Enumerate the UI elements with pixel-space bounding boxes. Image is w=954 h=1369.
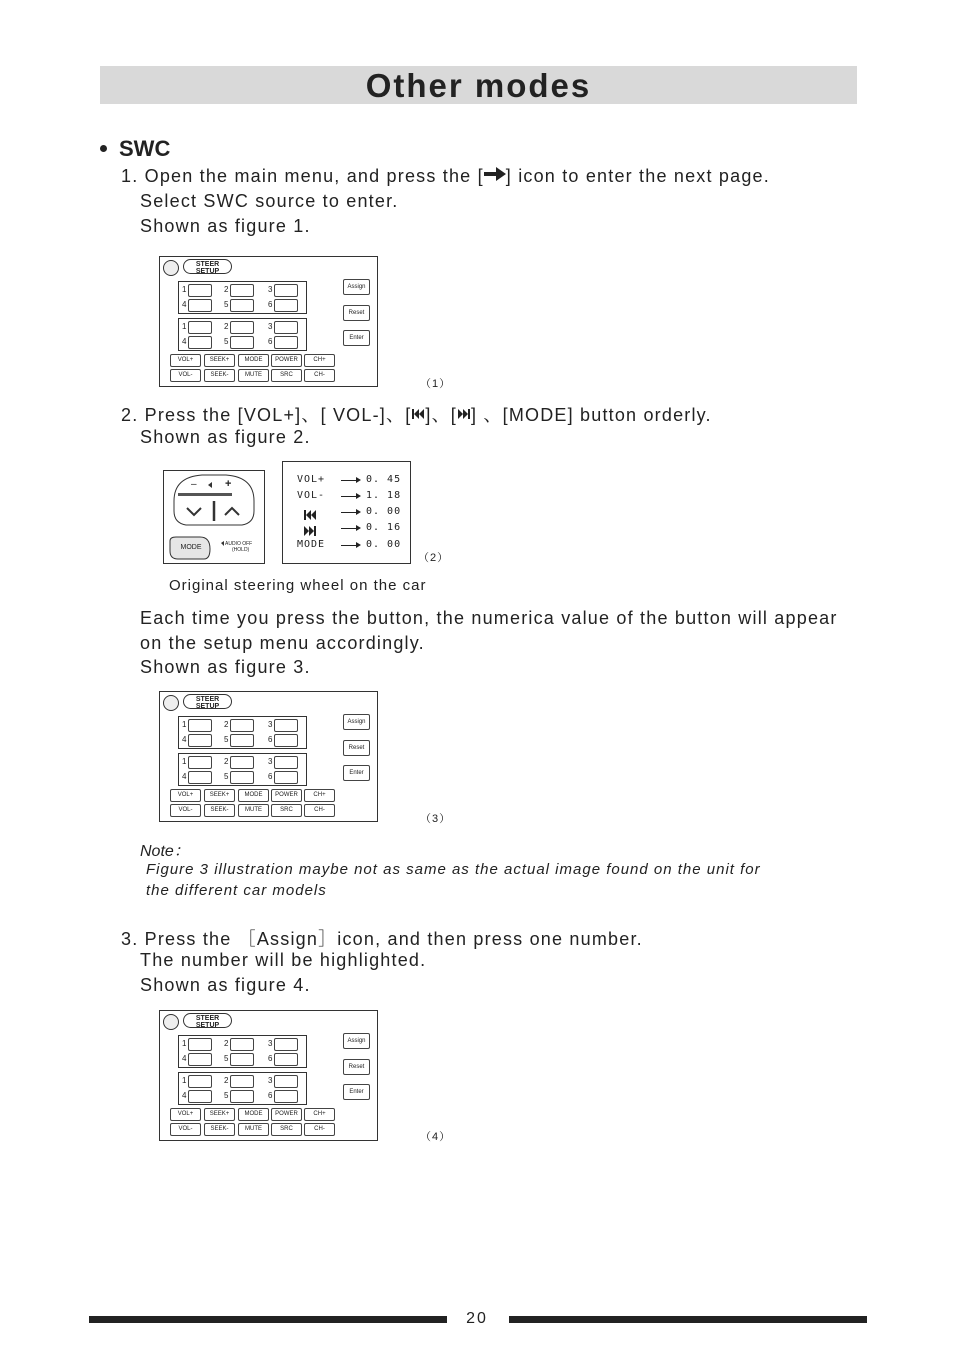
number-slot[interactable]: [230, 299, 254, 312]
value-row-label: VOL-: [297, 490, 326, 501]
key-button[interactable]: VOL+: [170, 354, 201, 367]
number-slot[interactable]: [274, 719, 298, 732]
step2-line2: Shown as figure 2.: [140, 427, 311, 447]
number-label: 2: [224, 322, 229, 331]
number-label: 1: [182, 757, 187, 766]
number-label: 1: [182, 322, 187, 331]
key-button[interactable]: SEEK-: [204, 804, 235, 817]
number-label: 2: [224, 285, 229, 294]
number-slot[interactable]: [274, 299, 298, 312]
key-button[interactable]: MUTE: [238, 804, 269, 817]
number-slot[interactable]: [188, 284, 212, 297]
number-label: 3: [268, 322, 273, 331]
car-logo-icon: [163, 1014, 179, 1030]
para-line2: on the setup menu accordingly.: [140, 633, 425, 653]
number-label: 1: [182, 285, 187, 294]
key-button[interactable]: CH-: [304, 369, 335, 382]
number-slot[interactable]: [188, 1053, 212, 1066]
number-slot[interactable]: [230, 734, 254, 747]
number-label: 5: [224, 735, 229, 744]
number-label: 5: [224, 1091, 229, 1100]
number-label: 6: [268, 1091, 273, 1100]
number-slot[interactable]: [188, 771, 212, 784]
number-label: 3: [268, 1039, 273, 1048]
number-label: 3: [268, 285, 273, 294]
number-grid: [178, 318, 307, 351]
number-slot[interactable]: [274, 336, 298, 349]
number-grid: [178, 716, 307, 749]
number-slot[interactable]: [230, 1053, 254, 1066]
number-slot[interactable]: [230, 321, 254, 334]
step1-line2: Select SWC source to enter.: [140, 191, 399, 211]
steer-setup-tab: [183, 259, 232, 274]
key-button[interactable]: VOL-: [170, 369, 201, 382]
wheel-audio-off: AUDIO OFF: [225, 541, 253, 547]
bullet-icon: [100, 145, 107, 152]
arrow-icon: [341, 528, 357, 529]
number-grid: [178, 281, 307, 314]
number-slot[interactable]: [188, 1038, 212, 1051]
step3-line2: The number will be highlighted.: [140, 950, 427, 970]
number-slot[interactable]: [274, 771, 298, 784]
arrow-icon: [341, 512, 357, 513]
number-slot[interactable]: [274, 1053, 298, 1066]
number-slot[interactable]: [230, 756, 254, 769]
number-slot[interactable]: [230, 1090, 254, 1103]
number-label: 1: [182, 720, 187, 729]
number-grid: [178, 1035, 307, 1068]
wheel-hold: (HOLD): [232, 547, 250, 553]
side-button[interactable]: Enter: [343, 330, 370, 346]
key-button[interactable]: MUTE: [238, 369, 269, 382]
number-slot[interactable]: [230, 771, 254, 784]
number-grid: [178, 1072, 307, 1105]
value-row-value: 1. 18: [366, 490, 402, 501]
steer-setup-tab: [183, 1013, 232, 1028]
number-label: 6: [268, 1054, 273, 1063]
key-button[interactable]: VOL+: [170, 789, 201, 802]
tab-line: SETUP: [195, 1022, 220, 1029]
number-label: 5: [224, 337, 229, 346]
step1-line1: 1. Open the main menu, and press the [ ] icon to enter the next page.: [121, 166, 770, 186]
key-button[interactable]: POWER: [271, 1108, 302, 1121]
number-label: 6: [268, 772, 273, 781]
page-number: 20: [466, 1310, 488, 1327]
number-slot[interactable]: [230, 719, 254, 732]
setup-screen-figure-3: [159, 691, 378, 822]
number-label: 5: [224, 772, 229, 781]
number-slot[interactable]: [188, 336, 212, 349]
number-label: 4: [182, 772, 187, 781]
number-label: 6: [268, 735, 273, 744]
key-button[interactable]: CH-: [304, 1123, 335, 1136]
footer-bar-right: [509, 1316, 867, 1323]
key-button[interactable]: SEEK+: [204, 1108, 235, 1121]
value-row-value: 0. 45: [366, 474, 402, 485]
para-line3: Shown as figure 3.: [140, 657, 311, 677]
wheel-caption: Original steering wheel on the car: [169, 577, 427, 594]
number-slot[interactable]: [274, 734, 298, 747]
side-button[interactable]: Reset: [343, 305, 370, 321]
tab-line: STEER: [195, 696, 220, 703]
number-grid: [178, 753, 307, 786]
number-slot[interactable]: [274, 1075, 298, 1088]
number-slot[interactable]: [230, 336, 254, 349]
number-label: 3: [268, 757, 273, 766]
key-button[interactable]: VOL+: [170, 1108, 201, 1121]
section-heading: [100, 136, 170, 162]
number-slot[interactable]: [230, 1038, 254, 1051]
number-label: 2: [224, 1076, 229, 1085]
page-title: Other modes: [365, 67, 592, 104]
car-logo-icon: [163, 260, 179, 276]
key-button[interactable]: SEEK-: [204, 369, 235, 382]
key-button[interactable]: SEEK+: [204, 789, 235, 802]
number-slot[interactable]: [188, 1075, 212, 1088]
side-button[interactable]: Assign: [343, 279, 370, 295]
key-button[interactable]: SRC: [271, 1123, 302, 1136]
key-button[interactable]: SRC: [271, 369, 302, 382]
key-button[interactable]: VOL-: [170, 804, 201, 817]
number-slot[interactable]: [274, 321, 298, 334]
number-label: 2: [224, 720, 229, 729]
para-line1: Each time you press the button, the numerica value of the button will appear: [140, 608, 838, 628]
side-button[interactable]: Assign: [343, 1033, 370, 1049]
side-button[interactable]: Enter: [343, 765, 370, 781]
number-slot[interactable]: [274, 1090, 298, 1103]
note-label: Note：: [140, 843, 190, 860]
value-row-value: 0. 00: [366, 539, 402, 550]
button-values-figure: [282, 461, 411, 564]
note-line1: Figure 3 illustration maybe not as same as the actual image found on the unit for: [146, 861, 761, 878]
number-slot[interactable]: [188, 299, 212, 312]
key-button[interactable]: POWER: [271, 789, 302, 802]
side-button[interactable]: Reset: [343, 1059, 370, 1075]
number-slot[interactable]: [188, 756, 212, 769]
tab-line: STEER: [195, 1015, 220, 1022]
arrow-icon: [341, 496, 357, 497]
number-slot[interactable]: [188, 734, 212, 747]
number-slot[interactable]: [274, 756, 298, 769]
footer-bar-left: [89, 1316, 447, 1323]
section-title: SWC: [119, 136, 171, 161]
wheel-plus: +: [225, 478, 232, 490]
wheel-mode-button: MODE: [180, 544, 202, 551]
figure-2-label: （2）: [418, 552, 450, 564]
next-track-icon: [457, 404, 471, 425]
key-button[interactable]: MODE: [238, 789, 269, 802]
number-slot[interactable]: [188, 719, 212, 732]
number-label: 4: [182, 1054, 187, 1063]
number-slot[interactable]: [274, 1038, 298, 1051]
key-button[interactable]: VOL-: [170, 1123, 201, 1136]
key-button[interactable]: CH+: [304, 1108, 335, 1121]
number-label: 4: [182, 300, 187, 309]
arrow-icon: [341, 480, 357, 481]
right-arrow-icon: [484, 165, 506, 186]
step2-line1: 2. Press the [VOL+]、[ VOL-]、[ ]、[ ] 、[MODE] button orderly.: [121, 405, 712, 425]
steering-wheel-figure: [163, 470, 265, 564]
number-label: 2: [224, 1039, 229, 1048]
number-slot[interactable]: [274, 284, 298, 297]
number-label: 2: [224, 757, 229, 766]
figure-4-label: （4）: [420, 1131, 452, 1143]
number-label: 4: [182, 337, 187, 346]
value-row-value: 0. 00: [366, 506, 402, 517]
steer-setup-tab: [183, 694, 232, 709]
number-label: 6: [268, 337, 273, 346]
key-button[interactable]: CH+: [304, 354, 335, 367]
number-slot[interactable]: [230, 1075, 254, 1088]
key-button[interactable]: SRC: [271, 804, 302, 817]
number-label: 5: [224, 300, 229, 309]
number-slot[interactable]: [188, 1090, 212, 1103]
step3-line1: 3. Press the ［Assign］icon, and then press one number.: [121, 929, 643, 949]
key-button[interactable]: MUTE: [238, 1123, 269, 1136]
value-row-value: 0. 16: [366, 522, 402, 533]
key-button[interactable]: CH+: [304, 789, 335, 802]
number-slot[interactable]: [230, 284, 254, 297]
tab-line: SETUP: [195, 703, 220, 710]
number-label: 4: [182, 735, 187, 744]
wheel-minus: –: [191, 479, 197, 490]
side-button[interactable]: Enter: [343, 1084, 370, 1100]
tab-line: SETUP: [195, 268, 220, 275]
tab-line: STEER: [195, 261, 220, 268]
number-label: 1: [182, 1039, 187, 1048]
step3-line3: Shown as figure 4.: [140, 975, 311, 995]
number-label: 5: [224, 1054, 229, 1063]
number-label: 3: [268, 1076, 273, 1085]
arrow-icon: [341, 545, 357, 546]
side-button[interactable]: Assign: [343, 714, 370, 730]
number-slot[interactable]: [188, 321, 212, 334]
number-label: 3: [268, 720, 273, 729]
note-line2: the different car models: [146, 882, 327, 899]
setup-screen-figure-1: [159, 256, 378, 387]
number-label: 1: [182, 1076, 187, 1085]
prev-track-icon: [411, 404, 425, 425]
number-label: 6: [268, 300, 273, 309]
number-label: 4: [182, 1091, 187, 1100]
value-row-label: MODE: [297, 539, 326, 550]
setup-screen-figure-4: [159, 1010, 378, 1141]
car-logo-icon: [163, 695, 179, 711]
key-button[interactable]: SEEK-: [204, 1123, 235, 1136]
value-row-label: VOL+: [297, 474, 326, 485]
key-button[interactable]: CH-: [304, 804, 335, 817]
key-button[interactable]: SEEK+: [204, 354, 235, 367]
figure-3-label: （3）: [420, 813, 452, 825]
step1-line3: Shown as figure 1.: [140, 216, 311, 236]
key-button[interactable]: POWER: [271, 354, 302, 367]
key-button[interactable]: MODE: [238, 354, 269, 367]
key-button[interactable]: MODE: [238, 1108, 269, 1121]
figure-1-label: （1）: [420, 378, 452, 390]
side-button[interactable]: Reset: [343, 740, 370, 756]
